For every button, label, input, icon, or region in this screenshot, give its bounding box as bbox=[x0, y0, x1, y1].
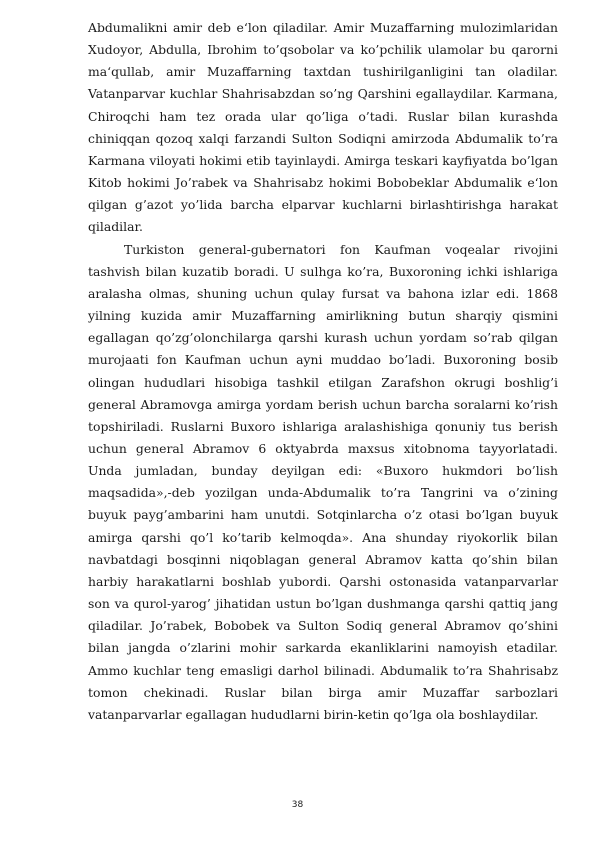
paragraph-2: Turkiston general-gubernatori fon Kaufman voqealar rivojini tashvish bilan kuzatib boradi. U sulhga ko’ra, Buxoroning ichki ishlariga aralasha olmas, shuning uchun qulay fursat va bahona izlar edi. 1868 yilning kuzida amir Muzaffarning amirlikning butun sharqiy qismini egallagan qo’zg’olonchilarga qarshi kurash uchun yordam so’rab qilgan murojaati fon Kaufman uchun ayni muddao bo’ladi. Buxoroning bosib olingan hududlari hisobiga tashkil etilgan Zarafshon okrugi boshlig’i general Abramovga amirga yordam berish uchun barcha soralarni ko’rish topshiriladi. Ruslarni Buxoro ishlariga aralashishiga qonuniy tus berish uchun general Abramov 6 oktyabrda maxsus xitobnoma tayyorlatadi. Unda jumladan, bunday deyilgan edi: «Buxoro hukmdori bo’lish maqsadida»,-deb yozilgan unda-Abdumalik to’ra Tangrini va o’zining buyuk payg’ambarini ham unutdi. Sotqinlarcha o’z otasi bo’lgan buyuk amirga qarshi qo’l ko’tarib kelmoqda». Ana shunday riyokorlik bilan navbatdagi bosqinni niqoblagan general Abramov katta qo’shin bilan harbiy harakatlarni boshlab yubordi. Qarshi ostonasida vatanparvarlar son va qurol-yarog’ jihatidan ustun bo’lgan dushmanga qarshi qattiq jang qiladilar. Jo’rabek, Bobobek va Sulton Sodiq general Abramov qo’shini bilan jangda o’zlarini mohir sarkarda ekanliklarini namoyish etadilar. Ammo kuchlar teng emasligi darhol bilinadi. Abdumalik to’ra Shahrisabz tomon chekinadi. Ruslar bilan birga amir Muzaffar sarbozlari vatanparvarlar egallagan hududlarni birin-ketin qo’lga ola boshlaydilar. bbox=[88, 241, 558, 722]
paragraph-1: Abdumalikni amir deb e‘lon qiladilar. Amir Muzaffarning mulozimlaridan Xudoyor, Abdulla, Ibrohim to’qsobolar va ko’pchilik ulamolar bu qarorni ma‘qullab, amir Muzaffarning taxtdan tushirilganligini tan oladilar. Vatanparvar kuchlar Shahrisabzdan so’ng Qarshini egallaydilar. Karmana, Chiroqchi ham tez orada ular qo’liga o’tadi. Ruslar bilan kurashda chiniqqan qozoq xalqi farzandi Sulton Sodiqni amirzoda Abdumalik to’ra Karmana viloyati hokimi etib tayinlaydi. Amirga teskari kayfiyatda bo’lgan Kitob hokimi Jo’rabek va Shahrisabz hokimi Bobobeklar Abdumalik e‘lon qilgan g’azot yo’lida barcha elparvar kuchlarni birlashtirishga harakat qiladilar. bbox=[88, 20, 558, 235]
page-number: 38 bbox=[291, 800, 304, 810]
body-text bbox=[88, 17, 558, 726]
